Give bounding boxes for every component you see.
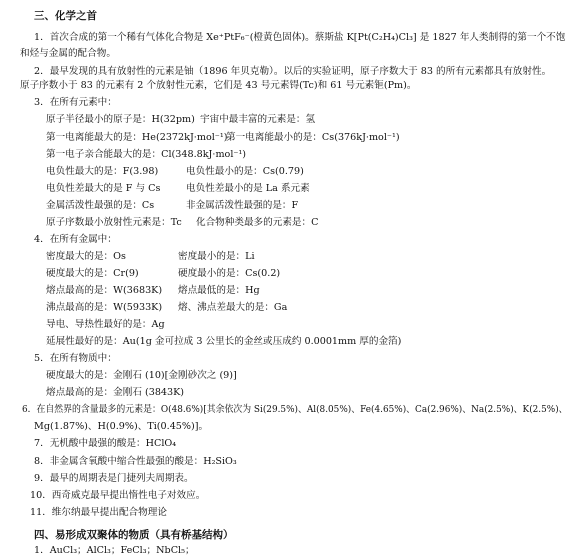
paragraph-9: 9．最早的周期表是门捷列夫周期表。 <box>34 473 194 484</box>
element-fact-b: 宇宙中最丰富的元素是：氢 <box>200 114 316 125</box>
element-fact-a: 第一电子亲合能最大的是：Cl(348.8kJ·mol⁻¹) <box>46 149 247 160</box>
section-4-heading: 四、易形成双聚体的物质（具有桥基结构） <box>34 529 234 541</box>
paragraph-6-line-1: 6．在自然界的含量最多的元素是：O(48.6%)[其余依次为 Si(29.5%)、Al(8.05%)、Fe(4.65%)、Ca(2.96%)、Na(2.5%)、K(2.5%)、 <box>22 404 568 415</box>
element-fact-a: 电负性差最大的是 F 与 Cs <box>46 183 161 194</box>
paragraph-2-line-1: 2．最早发现的具有放射性的元素是铀（1896 年贝克勒）。以后的实验证明，原子序数大于 83 的所有元素都具有放射性。 <box>34 66 552 77</box>
paragraph-7: 7．无机酸中最强的酸是：HClO₄ <box>34 438 177 449</box>
paragraph-6-line-2: Mg(1.87%)、H(0.9%)、Ti(0.45%)]。 <box>34 421 209 432</box>
paragraph-4-title: 4．在所有金属中： <box>34 234 117 245</box>
element-fact-b: 非金属活泼性最强的是：F <box>186 200 299 211</box>
element-fact-b: 第一电离能最小的是：Cs(376kJ·mol⁻¹) <box>226 132 400 143</box>
element-fact-a: 原子序数最小放射性元素是：Tc <box>46 217 182 228</box>
element-fact-b: 电负性差最小的是 La 系元素 <box>186 183 310 194</box>
paragraph-3-title: 3．在所有元素中： <box>34 97 117 108</box>
paragraph-5-title: 5．在所有物质中： <box>34 353 117 364</box>
paragraph-10: 10．西奇威克最早提出惰性电子对效应。 <box>30 490 206 501</box>
element-fact-a: 电负性最大的是：F(3.98) <box>46 166 159 177</box>
metal-fact-a: 导电、导热性最好的是：Ag <box>46 319 165 330</box>
metal-fact-a: 延展性最好的是：Au(1g 金可拉成 3 公里长的金丝或压成约 0.0001mm 厚的金箔) <box>46 336 402 347</box>
paragraph-1-line-1: 1．首次合成的第一个稀有气体化合物是 Xe⁺PtF₆⁻(橙黄色固体)。蔡斯盐 K[Pt(C₂H₄)Cl₃] 是 1827 年人类制得的第一个不饱 <box>34 32 566 43</box>
metal-fact-b: 熔、沸点差最大的是：Ga <box>178 302 288 313</box>
metal-fact-b: 硬度最小的是：Cs(0.2) <box>178 268 281 279</box>
paragraph-2-line-2: 原子序数小于 83 的元素有 2 个放射性元素，它们是 43 号元素锝(Tc)和 61 号元素钷(Pm)。 <box>20 80 417 91</box>
element-fact-a: 第一电离能最大的是：He(2372kJ·mol⁻¹) <box>46 132 228 143</box>
section-3-heading: 三、化学之首 <box>34 10 97 22</box>
paragraph-8: 8．非金属含氧酸中缩合性最强的酸是：H₂SiO₃ <box>34 456 237 467</box>
metal-fact-a: 硬度最大的是：Cr(9) <box>46 268 139 279</box>
metal-fact-a: 熔点最高的是：W(3683K) <box>46 285 163 296</box>
section-4-paragraph-1: 1．AuCl₃；AlCl₃；FeCl₃；NbCl₅； <box>34 545 195 556</box>
substance-fact: 熔点最高的是：金刚石 (3843K) <box>46 387 185 398</box>
element-fact-b: 化合物种类最多的元素是：C <box>196 217 319 228</box>
paragraph-11: 11．维尔纳最早提出配合物理论 <box>30 507 167 518</box>
metal-fact-b: 熔点最低的是：Hg <box>178 285 260 296</box>
element-fact-a: 原子半径最小的原子是：H(32pm) <box>46 114 195 125</box>
element-fact-a: 金属活泼性最强的是：Cs <box>46 200 155 211</box>
paragraph-1-line-2: 和烃与金属的配合物。 <box>20 48 116 59</box>
metal-fact-a: 密度最大的是：Os <box>46 251 126 262</box>
substance-fact: 硬度最大的是：金刚石 (10)[金刚砂次之 (9)] <box>46 370 237 381</box>
element-fact-b: 电负性最小的是：Cs(0.79) <box>186 166 304 177</box>
metal-fact-a: 沸点最高的是：W(5933K) <box>46 302 163 313</box>
metal-fact-b: 密度最小的是：Li <box>178 251 255 262</box>
